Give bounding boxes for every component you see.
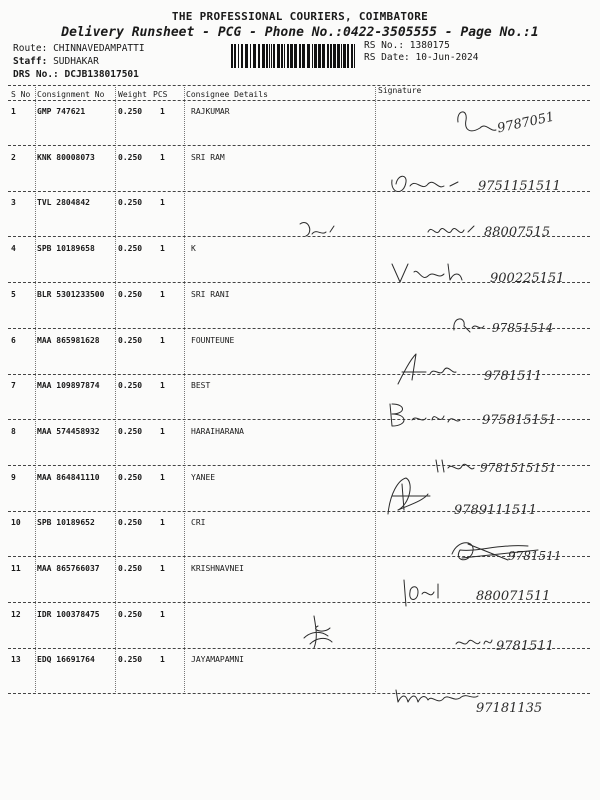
barcode-bar: [277, 44, 280, 68]
barcode-bar: [258, 44, 260, 68]
row-weight: 0.250: [118, 655, 143, 665]
row-weight: 0.250: [118, 198, 143, 208]
row-pcs: 1: [160, 564, 165, 573]
row-consignee: SRI RANI: [191, 289, 230, 299]
row-pcs: 1: [160, 381, 165, 391]
row-pcs: 1: [160, 472, 165, 482]
runsheet-title: Delivery Runsheet - PCG - Phone No.:0422-3505555 - Page No.:1: [61, 25, 539, 40]
row-consignee: HARAIHARANA: [191, 426, 244, 436]
row-sno: 5: [11, 289, 16, 299]
barcode-graphic: [231, 44, 357, 68]
row-weight: 0.250: [118, 152, 143, 162]
row-consignee: JAYAMAPAMNI: [191, 655, 244, 665]
barcode-bar: [266, 44, 268, 68]
row-consignment: MAA 109897874: [37, 381, 100, 391]
row-consignment: MAA 864841110: [37, 472, 100, 482]
row-weight: 0.250: [118, 335, 143, 345]
staff-value: SUDHAKAR: [53, 56, 99, 67]
rs-date-value: 10-Jun-2024: [415, 52, 479, 63]
row-sno: 6: [11, 335, 16, 345]
svg-text:9781511: 9781511: [484, 369, 542, 384]
row-consignee: BEST: [191, 381, 211, 391]
row-consignee: RAJKUMAR: [191, 107, 230, 116]
row-consignee: K: [191, 244, 196, 254]
barcode-bar: [271, 44, 272, 68]
row-pcs: 1: [160, 244, 165, 254]
route-value: CHINNAVEDAMPATTI: [53, 43, 145, 54]
rs-no-value: 1380175: [409, 40, 450, 51]
rs-date-line: [364, 52, 478, 63]
barcode-bar: [343, 44, 346, 68]
svg-text:9789111511: 9789111511: [454, 503, 537, 518]
barcode-bar: [262, 44, 265, 68]
row-sno: 8: [11, 426, 16, 436]
row-sno: 11: [11, 564, 21, 573]
row-pcs: 1: [160, 518, 165, 528]
rs-no-line: [364, 40, 450, 51]
col-consignment: Consignment No: [37, 90, 105, 99]
row-weight: 0.250: [118, 107, 143, 116]
barcode-bar: [341, 44, 342, 68]
barcode-bar: [245, 44, 248, 68]
barcode-bar: [273, 44, 275, 68]
svg-text:9781515151: 9781515151: [480, 461, 557, 475]
svg-text:880071511: 880071511: [476, 589, 551, 604]
svg-text:975815151: 975815151: [482, 413, 557, 428]
row-consignee: YANEE: [191, 472, 216, 482]
signature-12: [300, 608, 590, 658]
row-sno: 4: [11, 244, 16, 254]
row-consignment: TVL 2804842: [37, 198, 90, 208]
barcode-bar: [314, 44, 317, 68]
barcode-bar: [318, 44, 321, 68]
row-weight: 0.250: [118, 518, 143, 528]
barcode-bar: [312, 44, 313, 68]
row-consignee: CRI: [191, 518, 206, 528]
row-pcs: 1: [160, 609, 165, 619]
barcode: [231, 44, 357, 68]
row-sno: 12: [11, 609, 21, 619]
barcode-bar: [337, 44, 340, 68]
barcode-bar: [307, 44, 310, 68]
row-pcs: 1: [160, 107, 165, 116]
row-consignment: MAA 865981628: [37, 335, 100, 345]
row-weight: 0.250: [118, 289, 143, 299]
row-pcs: 1: [160, 198, 165, 208]
drs-line: [13, 69, 139, 80]
row-consignment: MAA 865766037: [37, 564, 100, 573]
row-pcs: 1: [160, 335, 165, 345]
barcode-bar: [241, 44, 243, 68]
row-separator: [8, 145, 590, 146]
row-consignee: SRI RAM: [191, 152, 225, 162]
barcode-bar: [290, 44, 293, 68]
route-label: Route:: [13, 43, 48, 54]
signature-10: [448, 530, 588, 570]
staff-line: [13, 56, 99, 67]
row-sno: 7: [11, 381, 16, 391]
row-sno: 3: [11, 198, 16, 208]
signature-4: [390, 258, 590, 293]
signature-5: [450, 310, 590, 340]
signature-6: [392, 350, 592, 390]
barcode-bar: [234, 44, 236, 68]
col-consignee: Consignee Details: [186, 90, 268, 99]
row-consignee: KRISHNAVNEI: [191, 564, 244, 573]
drs-value: DCJB138017501: [64, 69, 139, 80]
barcode-bar: [327, 44, 329, 68]
barcode-bar: [231, 44, 233, 68]
row-consignee: FOUNTEUNE: [191, 335, 235, 345]
col-sno: S No: [11, 90, 31, 99]
barcode-bar: [294, 44, 297, 68]
row-pcs: 1: [160, 152, 165, 162]
svg-text:9781511: 9781511: [508, 549, 562, 563]
barcode-bar: [253, 44, 256, 68]
signature-2: [388, 168, 588, 203]
row-consignment: MAA 574458932: [37, 426, 100, 436]
row-pcs: 1: [160, 655, 165, 665]
row-weight: 0.250: [118, 244, 143, 254]
barcode-bar: [330, 44, 332, 68]
row-consignment: GMP 747621: [37, 107, 86, 116]
svg-text:88007515: 88007515: [484, 225, 551, 240]
row-weight: 0.250: [118, 564, 143, 573]
col-weight: Weight: [118, 90, 147, 99]
signature-7: [386, 400, 586, 435]
barcode-bar: [238, 44, 239, 68]
row-weight: 0.250: [118, 426, 143, 436]
row-sno: 1: [11, 107, 16, 116]
barcode-bar: [250, 44, 251, 68]
row-weight: 0.250: [118, 472, 143, 482]
barcode-bar: [322, 44, 325, 68]
svg-text:97181135: 97181135: [476, 701, 543, 716]
row-consignment: BLR 5301233500: [37, 289, 105, 299]
col-signature: Signature: [378, 86, 422, 95]
row-consignment: KNK 80008073: [37, 152, 95, 162]
route-line: [13, 43, 145, 54]
row-pcs: 1: [160, 289, 165, 299]
row-consignment: SPB 10189658: [37, 244, 95, 254]
rs-date-label: RS Date:: [364, 52, 410, 63]
svg-text:900225151: 900225151: [490, 271, 565, 286]
signature-13: [392, 680, 592, 720]
barcode-bar: [347, 44, 349, 68]
signature-9: [384, 474, 584, 524]
row-sno: 9: [11, 472, 16, 482]
barcode-bar: [284, 44, 285, 68]
row-sno: 2: [11, 152, 16, 162]
row-pcs: 1: [160, 426, 165, 436]
header-top-rule: [8, 85, 590, 86]
barcode-bar: [281, 44, 283, 68]
row-sno: 13: [11, 655, 21, 665]
col-pcs: PCS: [153, 90, 168, 99]
row-consignment: IDR 100378475: [37, 609, 100, 619]
row-weight: 0.250: [118, 609, 143, 619]
barcode-bar: [269, 44, 270, 68]
svg-text:9787051: 9787051: [495, 109, 556, 137]
drs-label: DRS No.:: [13, 69, 59, 80]
row-consignment: SPB 10189652: [37, 518, 95, 528]
row-sno: 10: [11, 518, 21, 528]
barcode-bar: [299, 44, 301, 68]
svg-text:9781511: 9781511: [496, 639, 554, 654]
signature-3: [298, 212, 588, 247]
barcode-bar: [354, 44, 355, 68]
barcode-bar: [287, 44, 289, 68]
row-weight: 0.250: [118, 381, 143, 391]
row-consignment: EDQ 16691764: [37, 655, 95, 665]
svg-text:97851514: 97851514: [492, 321, 554, 335]
svg-text:9751151511: 9751151511: [478, 179, 561, 194]
barcode-bar: [302, 44, 305, 68]
barcode-bar: [351, 44, 353, 68]
company-name: THE PROFESSIONAL COURIERS, COIMBATORE: [171, 10, 429, 23]
staff-label: Staff:: [13, 56, 48, 67]
signature-1: [450, 100, 580, 145]
barcode-bar: [333, 44, 336, 68]
rs-no-label: RS No.:: [364, 40, 405, 51]
